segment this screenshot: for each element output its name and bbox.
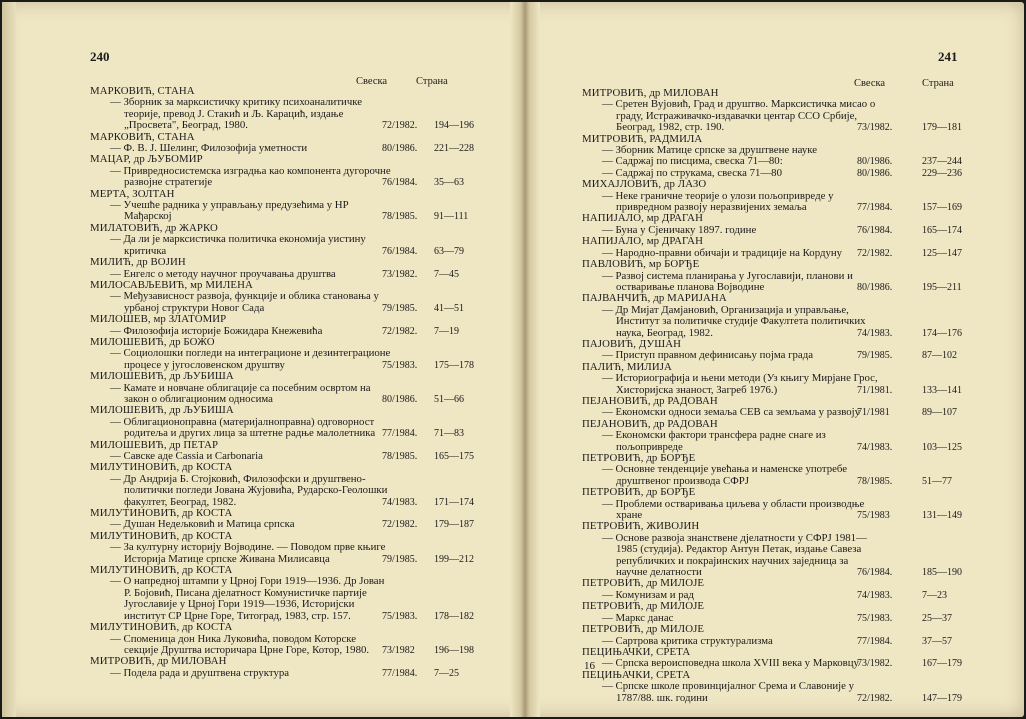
author-name: МИТРОВИЋ, РАДМИЛА — [582, 132, 703, 145]
article-row — [582, 613, 974, 624]
article-row — [90, 348, 488, 371]
article-title: — Да ли је марксистичка политичка економија уистину критичка — [110, 233, 366, 257]
article-title: — Економски фактори трансфера радне снаге из пољопривреде — [602, 429, 826, 453]
page-range: 237—244 — [922, 156, 962, 168]
page-range: 196—198 — [434, 644, 474, 656]
page-range: 103—125 — [922, 441, 962, 453]
entry-list — [582, 88, 974, 704]
page-range: 63—79 — [434, 245, 464, 257]
page-range: 41—51 — [434, 302, 464, 314]
page-range: 51—77 — [922, 475, 952, 487]
article-row — [582, 99, 974, 133]
page-range: 221—228 — [434, 143, 474, 155]
author-name: МИЛОСАВЉЕВИЋ, мр МИЛЕНА — [90, 278, 253, 291]
issue-number: 78/1985. — [382, 451, 418, 462]
column-header-pages: Страна — [416, 76, 448, 87]
article-title: — Садржај по писцима, свеска 71—80: — [602, 155, 783, 168]
article-title: — Буна у Сјеничаку 1897. године — [602, 223, 757, 236]
page-range: 199—212 — [434, 553, 474, 565]
index-entry — [582, 88, 974, 134]
page-range: 133—141 — [922, 384, 962, 396]
issue-number: 74/1983. — [857, 441, 893, 453]
article-row — [582, 464, 974, 487]
author-name: МИЛУТИНОВИЋ, др КОСТА — [90, 621, 233, 634]
index-entry — [90, 462, 488, 508]
article-row — [582, 658, 974, 669]
article-title: — Сретен Вујовић, Град и друштво. Марксистичка мисао о граду, Истраживачко-издавачки центар ССО Србије, Београд, 1982, стр. 190. — [602, 98, 876, 134]
author-name: МИЛУТИНОВИЋ, др КОСТА — [90, 564, 233, 577]
index-entry — [582, 578, 974, 601]
signature-mark: 16 — [584, 660, 595, 672]
author-name: ПЕТРОВИЋ, др БОРЂЕ — [582, 486, 696, 499]
issue-number: 75/1983. — [857, 612, 893, 624]
author-name: ПАВЛОВИЋ, мр БОРЂЕ — [582, 258, 700, 271]
index-entry — [582, 259, 974, 293]
issue-number: 80/1986. — [857, 156, 893, 168]
index-entry — [582, 236, 974, 259]
index-entry — [582, 601, 974, 624]
index-entry — [582, 624, 974, 647]
article-title: — Српске школе провинцијалног Срема и Славоније у 1787/88. шк. години — [602, 680, 855, 704]
page-range: 37—57 — [922, 635, 952, 647]
issue-number: 72/1982. — [382, 519, 418, 531]
article-row — [582, 499, 974, 522]
article-row — [90, 417, 488, 440]
article-title: — Социолошки погледи на интеграционе и дезинтеграционе процесе у југословенском друштву — [110, 347, 391, 371]
page-range: 179—187 — [434, 519, 474, 531]
issue-number: 76/1984. — [382, 245, 418, 257]
issue-number: 79/1985. — [382, 302, 418, 314]
author-name: МИЛИЋ, др ВОЈИН — [90, 256, 186, 269]
author-name: МАРКОВИЋ, СТАНА — [90, 130, 195, 143]
index-entry — [582, 453, 974, 487]
author-name: МИТРОВИЋ, др МИЛОВАН — [582, 87, 719, 99]
book-spread — [2, 2, 1024, 717]
page-number: 240 — [90, 49, 110, 64]
index-entry — [582, 647, 974, 670]
index-entry — [582, 521, 974, 578]
article-title: — Привредносистемска изградња као компонента дугорочне развојне стратегије — [110, 164, 391, 189]
article-title: — Међузависност развоја, функције и облика становања у урбаној структури Новог Сада — [110, 290, 379, 314]
index-entry — [582, 293, 974, 339]
column-header-issue: Свеска — [356, 76, 388, 87]
article-title: — Споменица дон Ника Луковића, поводом Которске секције Друштва историчара Црне Горе, Котор, 1980. — [110, 632, 370, 656]
index-entry — [90, 189, 488, 223]
article-row — [582, 590, 974, 601]
issue-number: 80/1986. — [857, 281, 893, 293]
index-entry — [90, 132, 488, 155]
column-header-issue: Свеска — [854, 78, 886, 89]
article-title: — Камате и новчане облигације са посебним освртом на закон о облигационим односима — [110, 381, 371, 405]
author-name: МИЛУТИНОВИЋ, др КОСТА — [90, 461, 233, 474]
index-entry — [582, 134, 974, 180]
article-title: — Српска вероисповедна школа XVIII века у Марковцу — [602, 657, 859, 670]
article-title: — Проблеми остваривања циљева у области производње хране — [602, 497, 865, 522]
page-range: 167—179 — [922, 658, 962, 670]
article-title: — Облигационоправна (материјалноправна) одговорност родитеља и других лица за штетне радње малолетника — [110, 415, 376, 440]
author-name: ПЕЈАНОВИЋ, др РАДОВАН — [582, 417, 718, 430]
index-entry — [90, 371, 488, 405]
issue-number: 73/1982. — [382, 268, 418, 280]
article-row — [582, 430, 974, 453]
article-row — [90, 634, 488, 657]
issue-number: 72/1982. — [857, 692, 893, 704]
issue-number: 73/1982. — [857, 122, 893, 134]
author-name: МИТРОВИЋ, др МИЛОВАН — [90, 655, 227, 668]
article-row — [582, 681, 974, 704]
author-name: МИЛУТИНОВИЋ, др КОСТА — [90, 507, 233, 520]
author-name: МИЛОШЕВИЋ, др ПЕТАР — [90, 438, 219, 451]
author-name: МИЛОШЕВИЋ, др ЉУБИША — [90, 370, 234, 383]
page-number: 241 — [938, 49, 958, 64]
author-name: МИЛУТИНОВИЋ, др КОСТА — [90, 529, 233, 542]
article-title: — Приступ правном дефинисању појма града — [602, 349, 813, 362]
article-row — [582, 350, 974, 361]
article-row — [90, 451, 488, 462]
page-range: 35—63 — [434, 177, 464, 189]
author-name: ПЕЦИЊАЧКИ, СРЕТА — [582, 668, 691, 681]
column-header-pages: Страна — [922, 78, 954, 89]
article-row — [582, 533, 974, 579]
author-name: ПЕТРОВИЋ, др МИЛОЈЕ — [582, 577, 705, 590]
issue-number: 80/1986. — [382, 393, 418, 405]
author-name: ПАЈВАНЧИЋ, др МАРИЈАНА — [582, 292, 727, 305]
issue-number: 78/1985. — [382, 211, 418, 223]
page-range: 165—174 — [922, 224, 962, 236]
article-row — [90, 474, 488, 508]
article-row — [582, 248, 974, 259]
index-entry — [90, 337, 488, 371]
article-row — [90, 269, 488, 280]
article-title: — Др Мијат Дамјановић, Организација и управљање, Институт за политичке студије Факултета политичких наука, Београд, 1982. — [602, 303, 866, 339]
page-range: 195—211 — [922, 281, 962, 293]
article-row — [582, 225, 974, 236]
article-title: — Др Андрија Б. Стојковић, Филозофски и друштвено-политички погледи Јована Жујовића, Рударско-Геолошки факултет, Београд, 1982. — [110, 472, 388, 508]
author-name: ПЕЈАНОВИЋ, др РАДОВАН — [582, 394, 718, 407]
issue-number: 76/1984. — [857, 224, 893, 236]
author-name: ПЕТРОВИЋ, др МИЛОЈЕ — [582, 623, 705, 636]
article-row — [90, 519, 488, 530]
article-title: — Економски односи земаља СЕВ са земљама у развоју — [602, 406, 861, 419]
author-name: МИЛОШЕВИЋ, др ЉУБИША — [90, 404, 234, 417]
issue-number: 74/1983. — [382, 496, 418, 508]
article-row — [90, 234, 488, 257]
article-title: — Комунизам и рад — [602, 588, 694, 601]
index-entry — [90, 440, 488, 463]
article-row — [90, 97, 488, 131]
article-row — [582, 271, 974, 294]
article-title: — Зборник Матице српске за друштвене науке — [602, 144, 818, 157]
issue-number: 80/1986. — [857, 167, 893, 179]
author-name: ПАЈОВИЋ, ДУШАН — [582, 337, 682, 350]
article-title: — Филозофија историје Божидара Кнежевића — [110, 324, 323, 337]
index-entry — [90, 565, 488, 622]
index-entry — [582, 419, 974, 453]
index-entry — [90, 86, 488, 132]
index-entry — [90, 656, 488, 679]
article-row — [90, 200, 488, 223]
author-name: МИЛАТОВИЋ, др ЖАРКО — [90, 221, 218, 234]
page-range: 157—169 — [922, 202, 962, 214]
article-title: — Душан Недељковић и Матица српска — [110, 518, 295, 531]
page-range: 185—190 — [922, 567, 962, 579]
issue-number: 73/1982 — [382, 644, 415, 656]
page-range: 7—25 — [434, 667, 459, 679]
issue-number: 75/1983 — [857, 510, 890, 522]
article-title: — Савске аде Cassia и Carbonaria — [110, 450, 263, 462]
author-name: НАПИЈАЛО, мр ДРАГАН — [582, 235, 703, 248]
article-row — [90, 291, 488, 314]
article-title: — Енгелс о методу научног проучавања друштва — [110, 267, 336, 280]
article-title: — Историографија и њени методи (Уз књигу Мирјане Грос, Хисторијска знаност, Загреб 1976.) — [602, 372, 878, 396]
issue-number: 71/1981. — [857, 384, 893, 396]
index-entry — [90, 280, 488, 314]
page-range: 87—102 — [922, 350, 957, 362]
page-range: 171—174 — [434, 496, 474, 508]
index-entry — [582, 670, 974, 704]
page-range: 7—19 — [434, 325, 459, 337]
article-row — [582, 168, 974, 179]
article-title: — Ф. В. Ј. Шелинг, Филозофија уметности — [110, 142, 308, 155]
page-range: 7—23 — [922, 589, 947, 601]
article-title: — Народно-правни обичаји и традиције на Кордуну — [602, 246, 843, 259]
index-entry — [582, 487, 974, 521]
issue-number: 75/1983. — [382, 359, 418, 371]
issue-number: 74/1983. — [857, 327, 893, 339]
issue-number: 76/1984. — [382, 177, 418, 189]
index-entry — [90, 154, 488, 188]
page-range: 179—181 — [922, 122, 962, 134]
page-range: 165—175 — [434, 451, 474, 462]
index-entry — [582, 213, 974, 236]
article-row — [90, 326, 488, 337]
article-title: — О напредној штампи у Црној Гори 1919—1936. Др Јован Р. Бојовић, Писана дјелатност Комунистичке партије Југославије у Црној Гори 1919—1936, Историјски институт СР Црне Горе, Титоград, 1983, стр. 157. — [110, 575, 385, 622]
page-range: 7—45 — [434, 268, 459, 280]
left-page — [2, 2, 512, 717]
index-entry — [582, 339, 974, 362]
index-entry — [90, 622, 488, 656]
page-range: 51—66 — [434, 393, 464, 405]
article-row — [582, 636, 974, 647]
article-title: — Учешће радника у управљању предузећима у НР Мађарској — [110, 199, 349, 223]
page-range: 147—179 — [922, 692, 962, 704]
author-name: МАРКОВИЋ, СТАНА — [90, 85, 195, 97]
index-entry — [582, 179, 974, 213]
issue-number: 79/1985. — [382, 553, 418, 565]
page-range: 125—147 — [922, 247, 962, 259]
article-title: — Садржај по струкама, свеска 71—80 — [602, 166, 782, 179]
article-title: — Подела рада и друштвена структура — [110, 666, 290, 679]
page-range: 174—176 — [922, 327, 962, 339]
article-row — [582, 305, 974, 339]
issue-number: 77/1984. — [857, 202, 893, 214]
index-entry — [90, 531, 488, 565]
article-title: — Сартрова критика структурализма — [602, 634, 773, 647]
index-entry — [90, 508, 488, 531]
index-entry — [90, 314, 488, 337]
author-name: МИЛОШЕВ, мр ЗЛАТОМИР — [90, 313, 227, 326]
issue-number: 80/1986. — [382, 143, 418, 155]
author-name: ПЕТРОВИЋ, др МИЛОЈЕ — [582, 600, 705, 613]
author-name: МИХАЈЛОВИЋ, др ЛАЗО — [582, 178, 707, 191]
page-range: 175—178 — [434, 359, 474, 371]
issue-number: 78/1985. — [857, 475, 893, 487]
author-name: МЕРТА, ЗОЛТАН — [90, 187, 175, 200]
issue-number: 73/1982. — [857, 658, 893, 670]
author-name: ПАЛИЋ, МИЛИЈА — [582, 360, 672, 373]
issue-number: 76/1984. — [857, 567, 893, 579]
article-row — [90, 383, 488, 406]
issue-number: 72/1982. — [382, 120, 418, 132]
author-name: ПЕТРОВИЋ, ЖИВОЈИН — [582, 520, 700, 533]
issue-number: 75/1983. — [382, 610, 418, 622]
article-row — [582, 407, 974, 418]
page-range: 229—236 — [922, 167, 962, 179]
article-title: — Маркс данас — [602, 611, 674, 624]
issue-number: 77/1984. — [382, 428, 418, 440]
issue-number: 74/1983. — [857, 589, 893, 601]
right-page — [538, 2, 1024, 717]
article-row — [582, 191, 974, 214]
page-range: 71—83 — [434, 428, 464, 440]
index-entry — [582, 362, 974, 396]
issue-number: 77/1984. — [382, 667, 418, 679]
issue-number: 71/1981 — [857, 407, 890, 419]
index-entry — [582, 396, 974, 419]
article-row — [90, 576, 488, 622]
author-name: МАЦАР, др ЉУБОМИР — [90, 153, 203, 166]
entry-list — [90, 86, 488, 679]
page-range: 89—107 — [922, 407, 957, 419]
author-name: ПЕТРОВИЋ, др БОРЂЕ — [582, 452, 696, 464]
article-row — [90, 668, 488, 679]
article-row — [90, 143, 488, 154]
index-entry — [90, 257, 488, 280]
page-range: 178—182 — [434, 610, 474, 622]
article-row — [90, 166, 488, 189]
author-name: МИЛОШЕВИЋ, др БОЖО — [90, 335, 215, 348]
article-title: — Основе развоја знанствене дјелатности у СФРЈ 1981—1985 (студија). Редактор Антун Петак, издање Савеза републичких и покрајинских научних заједница за научне делатности — [602, 531, 867, 579]
article-title: — Неке граничне теорије о улози пољопривреде у привредном развоју неразвијених земаља — [602, 189, 834, 214]
issue-number: 79/1985. — [857, 350, 893, 362]
index-entry — [90, 405, 488, 439]
author-name: НАПИЈАЛО, мр ДРАГАН — [582, 212, 703, 225]
issue-number: 77/1984. — [857, 635, 893, 647]
article-row — [90, 542, 488, 565]
article-title: — За културну историју Војводине. — Поводом прве књиге Историја Матице српске Живана Милисавца — [110, 541, 386, 565]
article-title: — Развој система планирања у Југославији, планови и остваривање планова Војводине — [602, 269, 853, 293]
book-gutter — [510, 2, 540, 717]
article-row — [582, 373, 974, 396]
page-range: 25—37 — [922, 612, 952, 624]
article-title: — Зборник за марксистичку критику психоаналитичке теорије, превод Ј. Стакић и Љ. Карацић, издање „Просвета", Београд, 1980. — [110, 96, 363, 132]
page-range: 131—149 — [922, 510, 962, 522]
index-entry — [90, 223, 488, 257]
author-name: ПЕЦИЊАЧКИ, СРЕТА — [582, 645, 691, 658]
page-range: 194—196 — [434, 120, 474, 132]
issue-number: 72/1982. — [382, 325, 418, 337]
page-range: 91—111 — [434, 211, 469, 223]
issue-number: 72/1982. — [857, 247, 893, 259]
article-title: — Основне тенденције увећања и наменске употребе друштвеног производа СФРЈ — [602, 463, 848, 487]
